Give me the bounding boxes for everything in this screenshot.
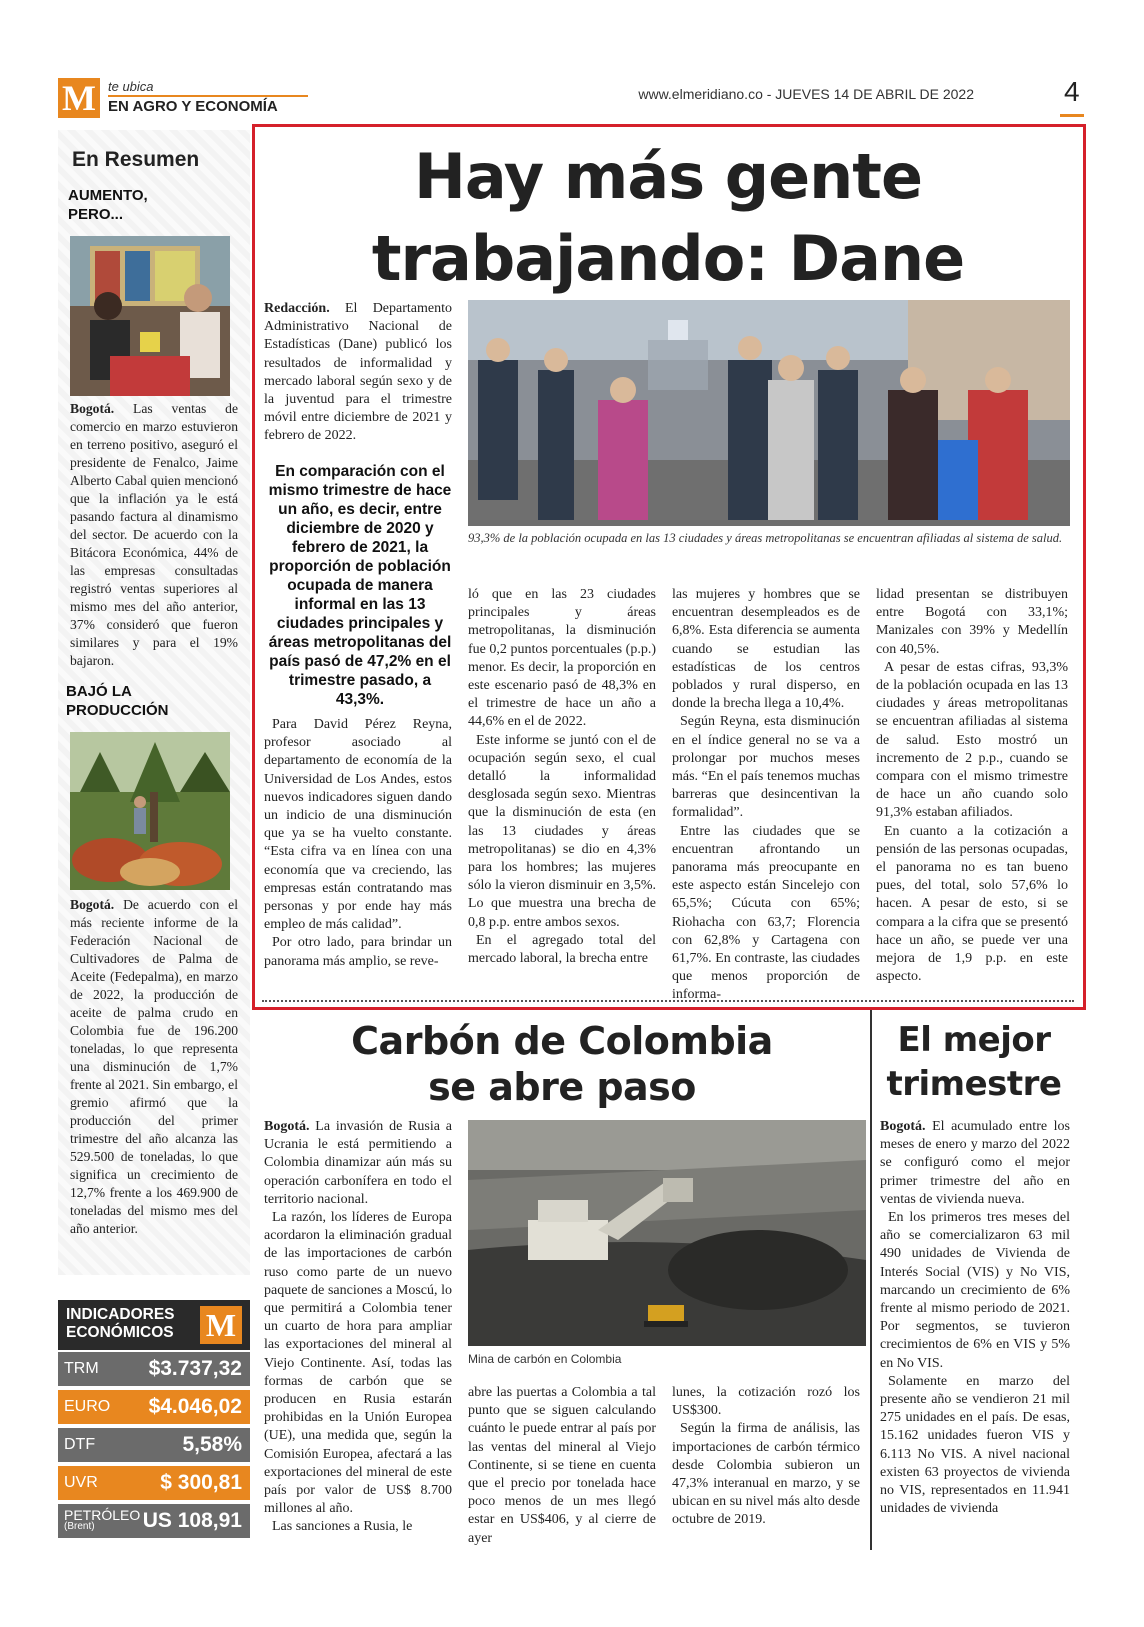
indicator-row-trm: [58, 1352, 250, 1386]
headline-line: El mejor: [897, 1020, 1051, 1060]
column-divider: [870, 1010, 872, 1550]
indicator-value: US 108,91: [142, 1509, 242, 1532]
dateline: www.elmeridiano.co - JUEVES 14 DE ABRIL DE 2022: [638, 86, 974, 102]
housing-headline: [876, 1018, 1072, 1106]
indicator-key: UVR: [64, 1474, 98, 1491]
paragraph: lunes, la cotización rozó los US$300.: [672, 1385, 860, 1419]
paragraph: las mujeres y hombres que se encuentran desempleados es de 6,8%. Esta diferencia se aumenta cuando se estudian las estadísticas de los centros poblados y rural disperso, en donde la brecha llega a 10,4%.: [672, 587, 860, 712]
coal-column-2: [468, 1384, 656, 1548]
headline-line: trimestre: [886, 1064, 1062, 1104]
section-title: EN AGRO Y ECONOMÍA: [108, 98, 278, 115]
paragraph: Según la firma de análisis, las importaciones de carbón térmico desde Colombia subieron un 47,3% interanual en marzo, y se ubican en su nivel más alto desde octubre de 2019.: [672, 1421, 860, 1528]
indicator-row-euro: [58, 1390, 250, 1424]
indicator-value: $3.737,32: [148, 1357, 242, 1380]
housing-body: [880, 1118, 1070, 1518]
indicator-row-dtf: [58, 1428, 250, 1462]
page-number: 4: [1064, 76, 1080, 107]
coal-mine-excavator-photo: [468, 1120, 866, 1346]
paragraph: La razón, los líderes de Europa acordaron la eliminación gradual de las importaciones de carbón ruso como parte de un nuevo paquete de sanciones a Moscú, lo que permitirá a Colombia tener un cuarto de hora para ampliar las exportaciones del mineral al Viejo Continente. Así, todas las formas de carbón que se producen en Rusia estarán prohibidas en la Unión Europea (UE), una medida que, según la Comisión Europea, afectará a las exportaciones del mineral de este país por valor de US$ 8.700 millones al año.: [264, 1210, 452, 1517]
article-column-1: [264, 716, 452, 971]
paragraph: [880, 1118, 1070, 1209]
paragraph: Según Reyna, esta disminución en el índice general no se va a prolongar por muchos meses más. “En el país tenemos muchas barreras que desincentivan la formalidad”.: [672, 714, 860, 821]
lead-text: El acumulado entre los meses de enero y marzo del 2022 se configuró como el mejor primer trimestre del año en ventas de vivienda nueva.: [880, 1119, 1070, 1207]
indicator-row-uvr: [58, 1466, 250, 1500]
shop-counter-photo: [70, 236, 230, 396]
coal-column-3: [672, 1384, 860, 1530]
article-lead: [264, 300, 452, 446]
article-column-4: [876, 586, 1068, 986]
photo-caption: 93,3% de la población ocupada en las 13 ciudades y áreas metropolitanas se encuentran afiliadas al sistema de salud.: [468, 531, 1063, 545]
byline: Bogotá.: [880, 1119, 926, 1134]
lead-text: El Departamento Administrativo Nacional de Estadísticas (Dane) publicó los resultados de informalidad y mercado laboral según sexo y de la juventud para el trimestre móvil entre diciembre de 2021 y febrero de 2022.: [264, 301, 452, 444]
paragraph: Por otro lado, para brindar un panorama más amplio, se reve-: [264, 935, 452, 969]
paragraph: Para David Pérez Reyna, profesor asociado al departamento de economía de la Universidad de Los Andes, estos nuevos indicadores siguen dando un indicio de una disminución que ya se ha vuelto constante. “Esta cifra va en línea con una economía que va creciendo, las empresas están contratando mas personas y por ende hay más empleo de más calidad”.: [264, 717, 452, 933]
sidebar-item-heading: BAJÓ LA PRODUCCIÓN: [66, 683, 169, 719]
indicator-key: DTF: [64, 1436, 96, 1453]
paragraph: A pesar de estas cifras, 93,3% de la población ocupada en las 13 ciudades y áreas metropolitanas se encuentran afiliadas al sistema de salud. Esto mostró un incremento de 2 p.p., cuando se compara con el mismo trimestre de hace un año cuando solo 91,3% estaban afiliados.: [876, 659, 1068, 821]
paragraph: En los primeros tres meses del año se comercializaron 63 mil 490 unidades de Vivienda de Interés Social (VIS) y No VIS, marcando un crecimiento de 6% frente al mismo periodo de 2021. Por segmentos, se tuvieron crecimientos de 6% en VIS y 5% en No VIS.: [880, 1210, 1070, 1371]
byline: Redacción.: [264, 301, 330, 316]
paragraph: abre las puertas a Colombia a tal punto que se siguen calculando cuánto le puede entrar al país por las ventas del mineral al Viejo Continente, si se tiene en cuenta que el precio por tonelada hace poco menos de un mes llegó estar en US$406, y al cierre de ayer: [468, 1385, 656, 1546]
article-column-2: [468, 586, 656, 968]
paragraph: [264, 1118, 452, 1209]
body-text: De acuerdo con el más reciente informe de la Federación Nacional de Cultivadores de Palma de Aceite (Fedepalma), en marzo de 2022, la producción de aceite de palma crudo en Colombia fue de 196.200 toneladas, lo que representa una disminución de 1,7% frente al 2021. Sin embargo, el gremio afirmó que la producción del primer trimestre del año alcanza las 529.500 de toneladas, lo que significa un crecimiento de 12,7% frente a los 469.900 de toneladas del mismo mes del año anterior.: [70, 897, 238, 1236]
main-headline: [262, 136, 1074, 300]
lead-text: La invasión de Rusia a Ucrania le está permitiendo a Colombia dinamizar aún más su operación carbonífera en todo el territorio nacional.: [264, 1119, 452, 1207]
page-number-underline: [1060, 114, 1084, 117]
body-text: Las ventas de comercio en marzo estuvieron en terreno positivo, aseguró el presidente de Fenalco, Jaime Alberto Cabal quien mencionó que la inflación ya le está pasando factura al dinamismo del sector. De acuerdo con la Bitácora Económica, 44% de las empresas consultadas registró ventas superiores al mismo mes del año anterior, 37% consideró que fueron similares y para el 19% bajaron.: [70, 401, 238, 668]
indicator-row-petroleo: [58, 1504, 250, 1538]
byline: Bogotá.: [264, 1119, 310, 1134]
headline-line: Hay más gente: [413, 140, 922, 213]
sidebar-item-body: [70, 896, 238, 1238]
indicator-value: 5,58%: [182, 1433, 242, 1456]
crowd-street-photo: [468, 300, 1070, 526]
sidebar-title: En Resumen: [72, 148, 200, 171]
section-underline: [108, 95, 308, 97]
paragraph: Entre las ciudades que se encuentran afrontando un panorama más preocupante en este aspecto están Sincelejo con 65,5%; Cúcuta con 65%; Riohacha con 63,7; Florencia con 62,8% y Cartagena con 61,7%. En contraste, las ciudades que menos proporción de informa-: [672, 823, 860, 1003]
indicator-key-group: [64, 1509, 140, 1533]
indicators-title: INDICADORES ECONÓMICOS: [66, 1306, 175, 1341]
pull-quote: En comparación con el mismo trimestre de hace un año, es decir, entre diciembre de 2020 y febrero de 2021, la proporción de población ocupada de manera informal en las 13 ciudades principales y áreas metropolitanas del país pasó de 47,2% en el trimestre pasado, a 43,3%.: [268, 463, 452, 708]
headline-line: se abre paso: [428, 1065, 696, 1109]
headline-line: Carbón de Colombia: [351, 1019, 773, 1063]
paragraph: Este informe se juntó con el de ocupación según sexo, el cual detalló la informalidad desglosada según sexo. Mientras que la disminución de esta (en las 13 ciudades y áreas metropolitanas) se dio en 4,3% para los hombres; las mujeres sólo la vieron disminuir en 3,5%. Lo que muestra una brecha de 0,8 p.p. entre ambos sexos.: [468, 732, 656, 930]
headline-line: trabajando: Dane: [371, 222, 965, 295]
article-column-3: [672, 586, 860, 1005]
indicator-key: TRM: [64, 1360, 99, 1377]
paragraph: Solamente en marzo del presente año se vendieron 21 mil 275 unidades en el país. De esas, 15.162 unidades fueron VIS y 6.113 No VIS. A nivel nacional existen 63 proyectos de vivienda no VIS, representados en 11.941 unidades de vivienda: [880, 1373, 1070, 1517]
sidebar-item-heading: AUMENTO, PERO...: [68, 187, 148, 223]
sidebar-item-body: [70, 400, 238, 670]
paragraph: lidad presentan se distribuyen entre Bogotá con 33,1%; Manizales con 39% y Medellín con 40,5%.: [876, 587, 1068, 657]
indicator-key: PETRÓLEO: [64, 1507, 141, 1523]
byline-city: Bogotá.: [70, 401, 115, 416]
indicator-sub: (Brent): [64, 1521, 95, 1532]
paragraph: En el agregado total del mercado laboral, la brecha entre: [468, 932, 656, 967]
paragraph: ló que en las 23 ciudades principales y áreas metropolitanas, la disminución fue 0,2 puntos porcentuales (p.p.) menor. Es decir, la proporción en este escenario pasó de 48,3% en el trimestre de hace un año a 44,6% en el de 2022.: [468, 587, 656, 730]
palm-plantation-photo: [70, 732, 230, 890]
byline-city: Bogotá.: [70, 897, 115, 912]
photo-caption: Mina de carbón en Colombia: [468, 1352, 622, 1366]
newspaper-logo: M: [58, 78, 100, 118]
indicators-logo: M: [200, 1306, 242, 1344]
indicator-value: $4.046,02: [148, 1395, 242, 1418]
indicator-value: $ 300,81: [160, 1471, 242, 1494]
paragraph: Las sanciones a Rusia, le: [272, 1519, 413, 1535]
coal-column-1: [264, 1118, 452, 1537]
coal-headline: [262, 1018, 862, 1110]
paragraph: En cuanto a la cotización a pensión de las personas ocupadas, el panorama no es tan bueno pues, del total, solo 57,6% lo hacen. A pesar de esto, si se compara a la cifra que se presentó hace un año, se puede ver una mejora de 1,9 p.p. en este aspecto.: [876, 823, 1068, 985]
dotted-divider: [262, 1000, 1074, 1004]
section-kicker: te ubica: [108, 79, 154, 94]
indicator-key: EURO: [64, 1398, 111, 1415]
